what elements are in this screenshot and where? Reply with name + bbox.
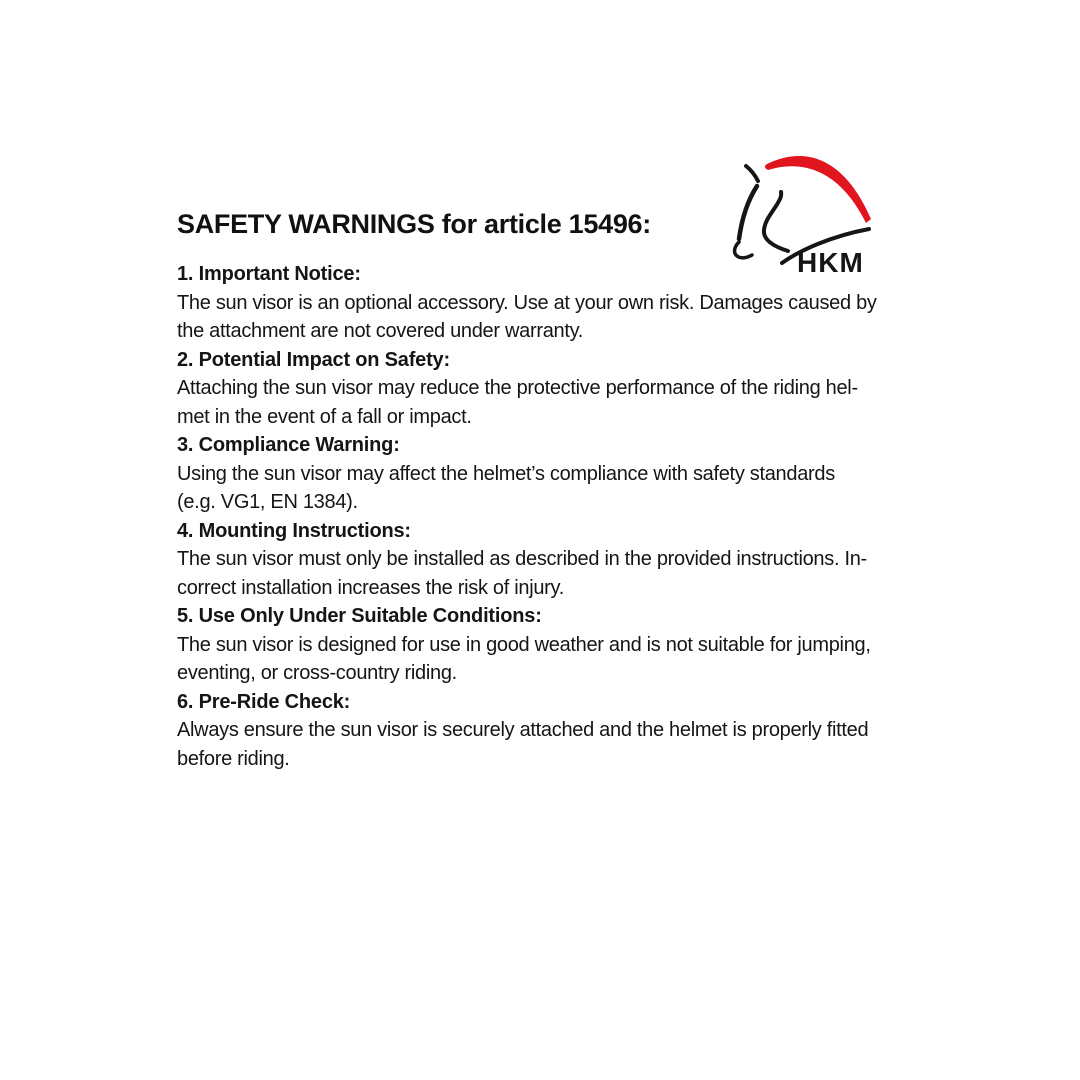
section-heading: 2. Potential Impact on Safety: bbox=[177, 348, 450, 371]
horse-ear-stroke bbox=[746, 166, 758, 181]
section-line: Always ensure the sun visor is securely attached and the helmet is properly fitted bbox=[177, 719, 869, 741]
section-heading: 5. Use Only Under Suitable Conditions: bbox=[177, 605, 542, 627]
section-line: The sun visor must only be installed as described in the provided instructions. In- bbox=[177, 548, 867, 570]
section-heading: 1. Important Notice: bbox=[177, 263, 361, 285]
section-line: The sun visor is an optional accessory. Use at your own risk. Damages caused by bbox=[177, 291, 877, 314]
horse-face-stroke bbox=[739, 186, 757, 239]
section-line: eventing, or cross-country riding. bbox=[177, 662, 457, 684]
section-heading: 3. Compliance Warning: bbox=[177, 434, 400, 456]
page-title: SAFETY WARNINGS for article 15496: bbox=[177, 209, 651, 239]
mane-swoosh-red bbox=[765, 156, 871, 223]
section-line: met in the event of a fall or impact. bbox=[177, 405, 472, 428]
section-line: Using the sun visor may affect the helmet’s compliance with safety standards bbox=[177, 462, 835, 485]
section-line: the attachment are not covered under warranty. bbox=[177, 320, 584, 342]
section-line: (e.g. VG1, EN 1384). bbox=[177, 491, 358, 513]
section-heading: 6. Pre-Ride Check: bbox=[177, 690, 351, 713]
section-line: Attaching the sun visor may reduce the protective performance of the riding hel- bbox=[177, 377, 858, 399]
hkm-wordmark: HKM bbox=[797, 247, 864, 278]
section-heading: 4. Mounting Instructions: bbox=[177, 519, 411, 542]
section-line: before riding. bbox=[177, 747, 290, 770]
horse-cheek-stroke bbox=[764, 192, 788, 251]
section-line: correct installation increases the risk of injury. bbox=[177, 576, 565, 599]
horse-muzzle-stroke bbox=[735, 242, 752, 258]
warning-list bbox=[177, 260, 987, 773]
section-line: The sun visor is designed for use in good weather and is not suitable for jumping, bbox=[177, 633, 871, 656]
